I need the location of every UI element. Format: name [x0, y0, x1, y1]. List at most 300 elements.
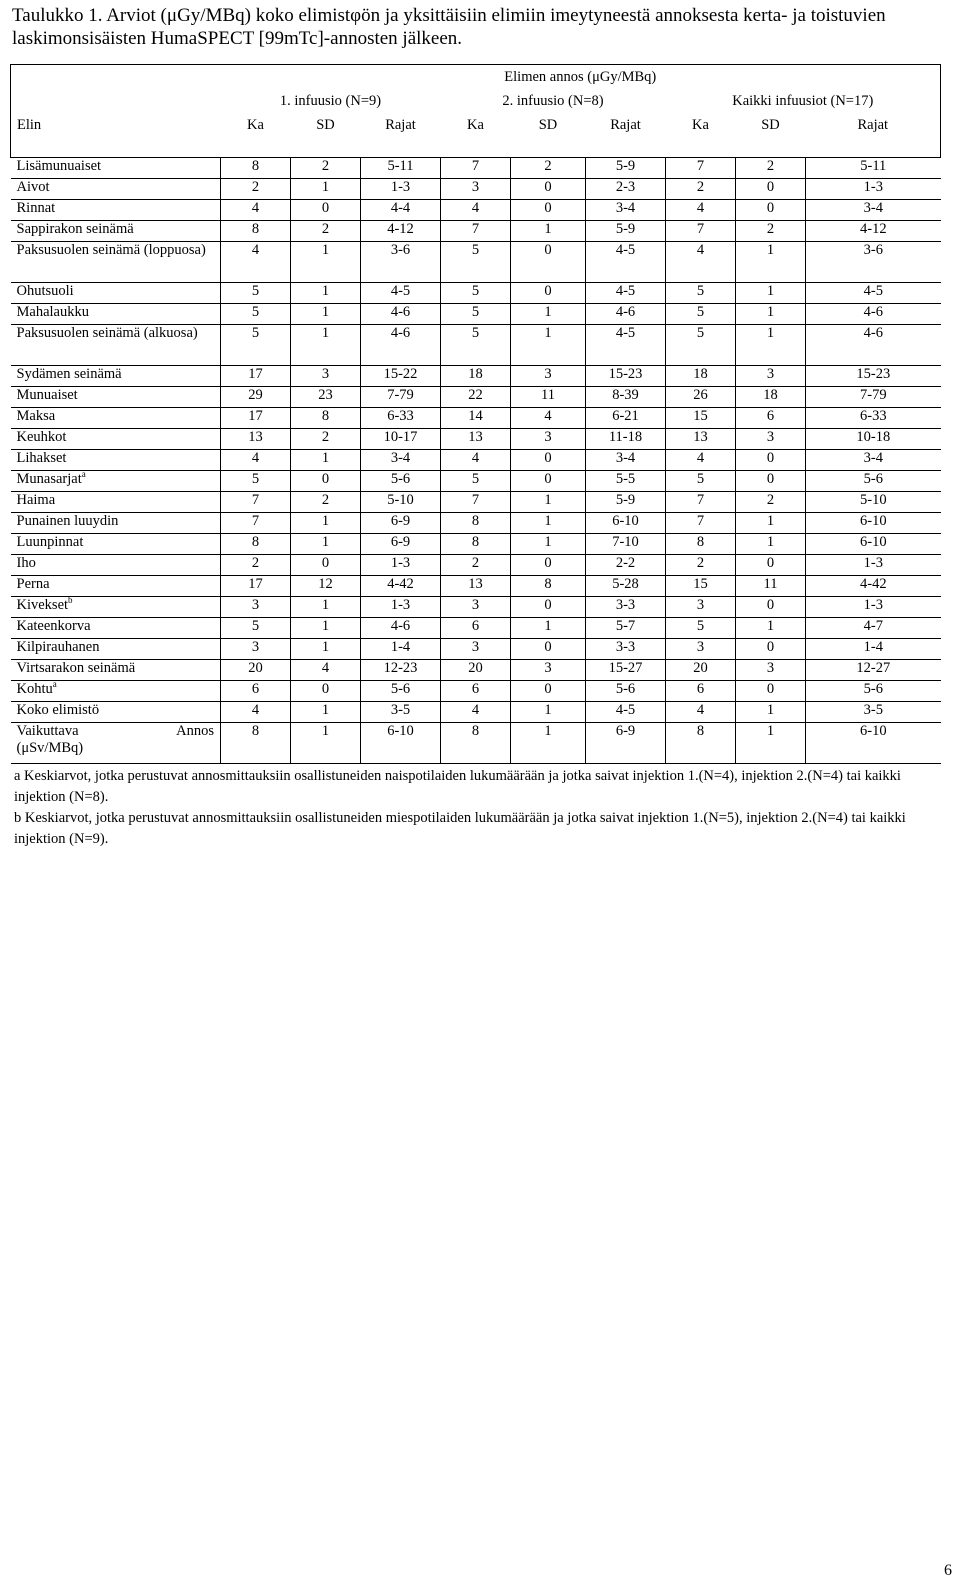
value-cell: 5 — [441, 304, 511, 325]
value-cell: 6-21 — [586, 408, 666, 429]
value-cell: 0 — [511, 555, 586, 576]
value-cell: 4-6 — [586, 304, 666, 325]
table-title: Taulukko 1. Arviot (μGy/MBq) koko elimistφön ja yksittäisiin elimiin imeytyneestä annoksesta kerta- ja toistuvien laskimonsisäisten HumaSPECT [99mTc]-annosten jälkeen. — [12, 5, 886, 49]
value-cell: 7 — [441, 221, 511, 242]
value-cell: 5-6 — [361, 471, 441, 492]
value-cell: 4 — [441, 200, 511, 221]
header-sd: SD — [538, 117, 558, 133]
header-rajat: Rajat — [806, 113, 941, 137]
value-cell: 3 — [736, 429, 806, 450]
table-row — [11, 283, 941, 304]
organ-cell — [11, 304, 221, 325]
value-cell: 3 — [511, 429, 586, 450]
organ-cell — [11, 660, 221, 681]
value-cell: 1 — [511, 304, 586, 325]
value-cell: 3-4 — [806, 200, 941, 221]
value-cell: 6-10 — [806, 534, 941, 555]
value-cell: 5-7 — [586, 618, 666, 639]
value-cell: 5 — [221, 304, 291, 325]
organ-cell — [11, 618, 221, 639]
value-cell: 0 — [511, 179, 586, 200]
organ-label: Lihakset — [16, 450, 67, 466]
value-cell: 2 — [666, 179, 736, 200]
organ-label: Paksusuolen seinämä (alkuosa) — [16, 325, 198, 341]
value-cell: 1-3 — [361, 555, 441, 576]
value-cell: 1 — [511, 221, 586, 242]
value-cell: 5-5 — [586, 471, 666, 492]
organ-cell — [11, 639, 221, 660]
value-cell: 12 — [291, 576, 361, 597]
value-cell: 5-9 — [586, 158, 666, 179]
value-cell: 4-5 — [586, 702, 666, 723]
value-cell: 5-9 — [586, 221, 666, 242]
organ-label: Maksa — [16, 408, 56, 424]
value-cell: 3-4 — [806, 450, 941, 471]
value-cell: 3-6 — [806, 242, 941, 283]
value-cell: 7 — [666, 513, 736, 534]
organ-label: Haima — [16, 492, 56, 508]
organ-label: Kivekset — [16, 597, 69, 613]
value-cell: 0 — [736, 471, 806, 492]
value-cell: 17 — [221, 366, 291, 387]
table-row — [11, 618, 941, 639]
organ-label: Aivot — [16, 179, 50, 195]
value-cell: 5-28 — [586, 576, 666, 597]
value-cell: 1 — [736, 618, 806, 639]
value-cell: 7 — [666, 221, 736, 242]
value-cell: 6-10 — [806, 513, 941, 534]
organ-cell — [11, 576, 221, 597]
value-cell: 1 — [291, 283, 361, 304]
value-cell: 0 — [511, 283, 586, 304]
value-cell: 0 — [511, 242, 586, 283]
value-cell: 6-9 — [586, 723, 666, 764]
organ-cell — [11, 242, 221, 283]
value-cell: 4 — [221, 450, 291, 471]
value-cell: 4 — [666, 450, 736, 471]
header-infusion-1: 1. infuusio (N=9) — [279, 93, 382, 109]
value-cell: 4-5 — [586, 283, 666, 304]
value-cell: 4-6 — [361, 618, 441, 639]
table-row — [11, 639, 941, 660]
value-cell: 5 — [666, 283, 736, 304]
value-cell: 5 — [666, 471, 736, 492]
value-cell: 8 — [221, 221, 291, 242]
value-cell: 1 — [736, 723, 806, 764]
value-cell: 3 — [511, 366, 586, 387]
table-row — [11, 681, 941, 702]
value-cell: 0 — [291, 555, 361, 576]
value-cell: 1 — [511, 325, 586, 366]
value-cell: 6 — [441, 618, 511, 639]
table-row — [11, 450, 941, 471]
organ-cell — [11, 555, 221, 576]
value-cell: 3-5 — [361, 702, 441, 723]
table-row — [11, 304, 941, 325]
value-cell: 5 — [441, 325, 511, 366]
footnote-marker: a — [81, 469, 86, 480]
organ-label: Lisämunuaiset — [16, 158, 102, 174]
value-cell: 1 — [736, 325, 806, 366]
value-cell: 2 — [511, 158, 586, 179]
value-cell: 1-3 — [806, 179, 941, 200]
value-cell: 4-42 — [361, 576, 441, 597]
organ-label: Paksusuolen seinämä (loppuosa) — [16, 242, 206, 258]
value-cell: 2 — [291, 429, 361, 450]
value-cell: 1 — [511, 702, 586, 723]
value-cell: 3 — [666, 639, 736, 660]
organ-cell — [11, 723, 221, 764]
value-cell: 4-5 — [806, 283, 941, 304]
value-cell: 6-9 — [361, 513, 441, 534]
value-cell: 1 — [291, 450, 361, 471]
value-cell: 5 — [666, 325, 736, 366]
value-cell: 4 — [291, 660, 361, 681]
value-cell: 8 — [666, 534, 736, 555]
value-cell: 18 — [736, 387, 806, 408]
value-cell: 8 — [441, 534, 511, 555]
value-cell: 0 — [511, 200, 586, 221]
value-cell: 6 — [666, 681, 736, 702]
organ-label: Sappirakon seinämä — [16, 221, 134, 237]
value-cell: 5 — [221, 471, 291, 492]
value-cell: 3 — [291, 366, 361, 387]
organ-label: Kilpirauhanen — [16, 639, 100, 655]
organ-label: Mahalaukku — [16, 304, 89, 320]
table-row — [11, 576, 941, 597]
value-cell: 8 — [221, 723, 291, 764]
value-cell: 0 — [291, 200, 361, 221]
organ-label: Ohutsuoli — [16, 283, 74, 299]
value-cell: 0 — [511, 450, 586, 471]
value-cell: 0 — [511, 471, 586, 492]
header-group-label: Elimen annos (μGy/MBq) — [221, 65, 941, 90]
value-cell: 15 — [666, 576, 736, 597]
value-cell: 0 — [291, 681, 361, 702]
value-cell: 4-6 — [361, 304, 441, 325]
value-cell: 3 — [441, 179, 511, 200]
value-cell: 7 — [441, 158, 511, 179]
value-cell: 5-9 — [586, 492, 666, 513]
value-cell: 15-27 — [586, 660, 666, 681]
value-cell: 20 — [666, 660, 736, 681]
value-cell: 8-39 — [586, 387, 666, 408]
value-cell: 7-10 — [586, 534, 666, 555]
value-cell: 11 — [736, 576, 806, 597]
value-cell: 1 — [291, 597, 361, 618]
value-cell: 8 — [221, 534, 291, 555]
value-cell: 5-10 — [361, 492, 441, 513]
table-row — [11, 325, 941, 366]
value-cell: 1 — [291, 723, 361, 764]
value-cell: 1 — [511, 492, 586, 513]
value-cell: 5 — [221, 618, 291, 639]
table-row — [11, 429, 941, 450]
value-cell: 15-22 — [361, 366, 441, 387]
value-cell: 3 — [221, 597, 291, 618]
value-cell: 1 — [511, 513, 586, 534]
value-cell: 1-4 — [361, 639, 441, 660]
value-cell: 1 — [736, 513, 806, 534]
value-cell: 1-3 — [806, 555, 941, 576]
header-ka: Ka — [467, 117, 484, 133]
organ-label: Munuaiset — [16, 387, 78, 403]
value-cell: 6-10 — [806, 723, 941, 764]
header-ka: Ka — [692, 117, 709, 133]
table-row — [11, 387, 941, 408]
value-cell: 0 — [736, 639, 806, 660]
organ-label: Luunpinnat — [16, 534, 84, 550]
header-rajat: Rajat — [610, 117, 641, 133]
header-rajat: Rajat — [385, 117, 416, 133]
value-cell: 0 — [511, 681, 586, 702]
value-cell: 5 — [666, 618, 736, 639]
footnote-marker: b — [68, 595, 73, 606]
value-cell: 0 — [736, 200, 806, 221]
value-cell: 14 — [441, 408, 511, 429]
value-cell: 2 — [736, 492, 806, 513]
value-cell: 1-3 — [361, 597, 441, 618]
value-cell: 5 — [441, 283, 511, 304]
value-cell: 1-4 — [806, 639, 941, 660]
value-cell: 2 — [441, 555, 511, 576]
header-ka: Ka — [247, 117, 264, 133]
organ-label: Kateenkorva — [16, 618, 91, 634]
value-cell: 10-18 — [806, 429, 941, 450]
value-cell: 1 — [736, 702, 806, 723]
value-cell: 5 — [221, 283, 291, 304]
table-row — [11, 723, 941, 764]
value-cell: 1-3 — [361, 179, 441, 200]
value-cell: 11 — [511, 387, 586, 408]
value-cell: 7-79 — [806, 387, 941, 408]
organ-cell — [11, 471, 221, 492]
organ-label: Annos — [176, 723, 214, 739]
value-cell: 2 — [221, 555, 291, 576]
value-cell: 1 — [291, 325, 361, 366]
value-cell: 6 — [221, 681, 291, 702]
organ-cell — [11, 534, 221, 555]
value-cell: 4 — [221, 702, 291, 723]
dose-table — [10, 64, 941, 764]
organ-cell — [11, 221, 221, 242]
value-cell: 29 — [221, 387, 291, 408]
value-cell: 8 — [441, 723, 511, 764]
table-row — [11, 660, 941, 681]
organ-label: Rinnat — [16, 200, 56, 216]
value-cell: 4 — [666, 242, 736, 283]
value-cell: 8 — [511, 576, 586, 597]
value-cell: 1 — [291, 534, 361, 555]
table-row — [11, 555, 941, 576]
value-cell: 13 — [221, 429, 291, 450]
value-cell: 6-33 — [361, 408, 441, 429]
value-cell: 4 — [441, 702, 511, 723]
value-cell: 2 — [291, 158, 361, 179]
table-row — [11, 513, 941, 534]
value-cell: 0 — [736, 597, 806, 618]
value-cell: 15-23 — [586, 366, 666, 387]
organ-cell — [11, 200, 221, 221]
value-cell: 7 — [221, 492, 291, 513]
table-row — [11, 534, 941, 555]
header-infusion-2: 2. infuusio (N=8) — [502, 93, 604, 109]
value-cell: 1 — [291, 702, 361, 723]
value-cell: 4-42 — [806, 576, 941, 597]
value-cell: 1 — [291, 618, 361, 639]
value-cell: 4 — [666, 200, 736, 221]
organ-cell — [11, 492, 221, 513]
organ-cell — [11, 366, 221, 387]
value-cell: 7 — [666, 492, 736, 513]
organ-cell — [11, 325, 221, 366]
header-infusion-all: Kaikki infuusiot (N=17) — [666, 89, 941, 113]
value-cell: 6 — [736, 408, 806, 429]
footnote-marker: a — [52, 679, 57, 690]
value-cell: 5-11 — [361, 158, 441, 179]
value-cell: 15-23 — [806, 366, 941, 387]
footnote-b: b Keskiarvot, jotka perustuvat annosmittauksiin osallistuneiden miespotilaiden lukumäärään ja jotka saivat injektion 1.(N=5), injektion 2.(N=4) tai kaikki injektion (N=9). — [14, 810, 906, 847]
value-cell: 0 — [736, 555, 806, 576]
value-cell: 4-6 — [361, 325, 441, 366]
value-cell: 1 — [736, 283, 806, 304]
value-cell: 4-5 — [586, 242, 666, 283]
organ-cell — [11, 597, 221, 618]
value-cell: 12-27 — [806, 660, 941, 681]
value-cell: 1 — [736, 304, 806, 325]
value-cell: 5-6 — [806, 681, 941, 702]
value-cell: 13 — [441, 429, 511, 450]
value-cell: 4-5 — [361, 283, 441, 304]
organ-cell — [11, 429, 221, 450]
value-cell: 20 — [221, 660, 291, 681]
value-cell: 3 — [736, 366, 806, 387]
value-cell: 18 — [441, 366, 511, 387]
value-cell: 4 — [666, 702, 736, 723]
value-cell: 2 — [291, 221, 361, 242]
value-cell: 8 — [221, 158, 291, 179]
organ-label: Punainen luuydin — [16, 513, 119, 529]
value-cell: 1 — [291, 639, 361, 660]
value-cell: 3-3 — [586, 639, 666, 660]
table-row — [11, 221, 941, 242]
organ-cell — [11, 283, 221, 304]
value-cell: 7 — [666, 158, 736, 179]
table-row — [11, 597, 941, 618]
value-cell: 2 — [736, 221, 806, 242]
value-cell: 4 — [221, 242, 291, 283]
value-cell: 1 — [736, 534, 806, 555]
value-cell: 17 — [221, 408, 291, 429]
organ-cell — [11, 387, 221, 408]
page-number: 6 — [944, 1562, 952, 1579]
value-cell: 5-10 — [806, 492, 941, 513]
value-cell: 0 — [511, 597, 586, 618]
table-row — [11, 366, 941, 387]
table-row — [11, 200, 941, 221]
value-cell: 6-10 — [586, 513, 666, 534]
organ-label: Sydämen seinämä — [16, 366, 122, 382]
value-cell: 1 — [291, 304, 361, 325]
organ-label: Munasarjat — [16, 471, 82, 487]
value-cell: 2-3 — [586, 179, 666, 200]
value-cell: 3-6 — [361, 242, 441, 283]
value-cell: 6 — [441, 681, 511, 702]
table-row — [11, 471, 941, 492]
value-cell: 1 — [511, 534, 586, 555]
value-cell: 5-6 — [806, 471, 941, 492]
footnote-a: a Keskiarvot, jotka perustuvat annosmittauksiin osallistuneiden naispotilaiden lukumäärään ja jotka saivat injektion 1.(N=4), injektion 2.(N=4) tai kaikki injektion (N=8). — [14, 768, 901, 805]
value-cell: 26 — [666, 387, 736, 408]
value-cell: 5 — [441, 471, 511, 492]
value-cell: 5-6 — [361, 681, 441, 702]
value-cell: 7 — [221, 513, 291, 534]
value-cell: 3 — [441, 639, 511, 660]
organ-cell — [11, 702, 221, 723]
value-cell: 4-5 — [586, 325, 666, 366]
value-cell: 7-79 — [361, 387, 441, 408]
value-cell: 22 — [441, 387, 511, 408]
value-cell: 4 — [441, 450, 511, 471]
value-cell: 0 — [736, 450, 806, 471]
organ-label: Vaikuttava — [16, 723, 79, 739]
value-cell: 4-6 — [806, 325, 941, 366]
value-cell: 5 — [441, 242, 511, 283]
value-cell: 2-2 — [586, 555, 666, 576]
value-cell: 5-11 — [806, 158, 941, 179]
value-cell: 7 — [441, 492, 511, 513]
table-row — [11, 242, 941, 283]
table-row — [11, 408, 941, 429]
value-cell: 0 — [736, 681, 806, 702]
organ-cell — [11, 158, 221, 179]
value-cell: 3 — [441, 597, 511, 618]
value-cell: 11-18 — [586, 429, 666, 450]
organ-label: Keuhkot — [16, 429, 67, 445]
value-cell: 12-23 — [361, 660, 441, 681]
value-cell: 8 — [666, 723, 736, 764]
value-cell: 4 — [511, 408, 586, 429]
value-cell: 2 — [666, 555, 736, 576]
value-cell: 20 — [441, 660, 511, 681]
value-cell: 18 — [666, 366, 736, 387]
organ-cell — [11, 513, 221, 534]
organ-cell — [11, 681, 221, 702]
organ-label: Virtsarakon seinämä — [16, 660, 136, 676]
value-cell: 8 — [291, 408, 361, 429]
value-cell: 2 — [291, 492, 361, 513]
value-cell: 3 — [736, 660, 806, 681]
value-cell: 13 — [441, 576, 511, 597]
value-cell: 5 — [221, 325, 291, 366]
value-cell: 6-9 — [361, 534, 441, 555]
organ-cell — [11, 179, 221, 200]
value-cell: 6-33 — [806, 408, 941, 429]
value-cell: 5 — [666, 304, 736, 325]
value-cell: 3 — [666, 597, 736, 618]
organ-label: Perna — [16, 576, 50, 592]
organ-unit: (μSv/MBq) — [16, 740, 84, 756]
header-organ: Elin — [11, 113, 221, 137]
value-cell: 2 — [736, 158, 806, 179]
organ-cell — [11, 450, 221, 471]
value-cell: 4-6 — [806, 304, 941, 325]
value-cell: 3-4 — [586, 200, 666, 221]
value-cell: 23 — [291, 387, 361, 408]
value-cell: 1-3 — [806, 597, 941, 618]
value-cell: 1 — [291, 179, 361, 200]
table-row — [11, 158, 941, 179]
